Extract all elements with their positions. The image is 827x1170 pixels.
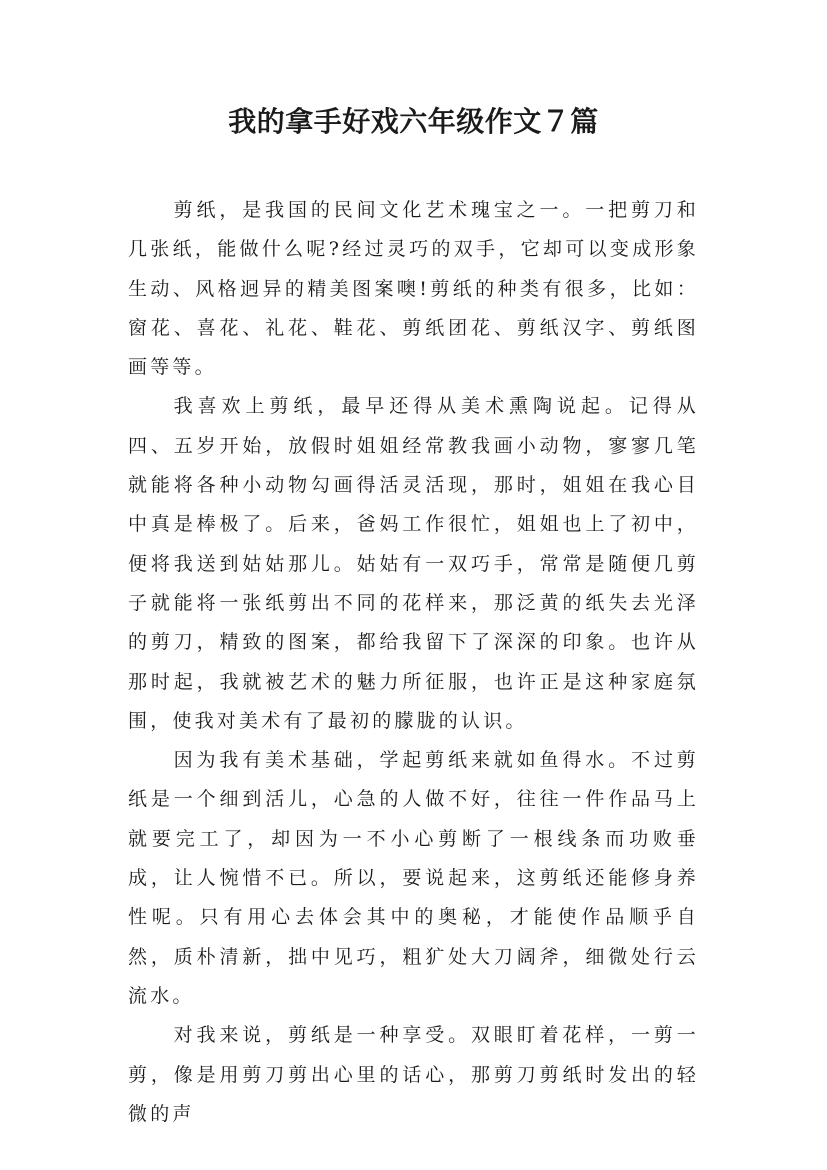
document-body — [128, 191, 699, 1134]
document-title: 我的拿手好戏六年级作文７篇 — [228, 105, 599, 138]
paragraph-3: 因为我有美术基础，学起剪纸来就如鱼得水。不过剪纸是一个细到活儿，心急的人做不好，往往一件作品马上就要完工了，却因为一不小心剪断了一根线条而功败垂成，让人惋惜不已。所以，要说起来，这剪纸还能修身养性呢。只有用心去体会其中的奥秘，才能使作品顺乎自然，质朴清新，拙中见巧，粗犷处大刀阔斧，细微处行云流水。 — [128, 749, 699, 1007]
paragraph-2: 我喜欢上剪纸，最早还得从美术熏陶说起。记得从四、五岁开始，放假时姐姐经常教我画小动物，寥寥几笔就能将各种小动物勾画得活灵活现，那时，姐姐在我心目中真是棒极了。后来，爸妈工作很忙，姐姐也上了初中，便将我送到姑姑那儿。姑姑有一双巧手，常常是随便几剪子就能将一张纸剪出不同的花样来，那泛黄的纸失去光泽的剪刀，精致的图案，都给我留下了深深的印象。也许从那时起，我就被艺术的魅力所征服，也许正是这种家庭氛围，使我对美术有了最初的朦胧的认识。 — [128, 395, 699, 732]
paragraph-1: 剪纸，是我国的民间文化艺术瑰宝之一。一把剪刀和几张纸，能做什么呢?经过灵巧的双手，它却可以变成形象生动、风格迥异的精美图案噢!剪纸的种类有很多，比如：窗花、喜花、礼花、鞋花、剪纸团花、剪纸汉字、剪纸图画等等。 — [128, 199, 699, 379]
paragraph-4: 对我来说，剪纸是一种享受。双眼盯着花样，一剪一剪，像是用剪刀剪出心里的话心，那剪刀剪纸时发出的轻微的声 — [128, 1024, 699, 1125]
